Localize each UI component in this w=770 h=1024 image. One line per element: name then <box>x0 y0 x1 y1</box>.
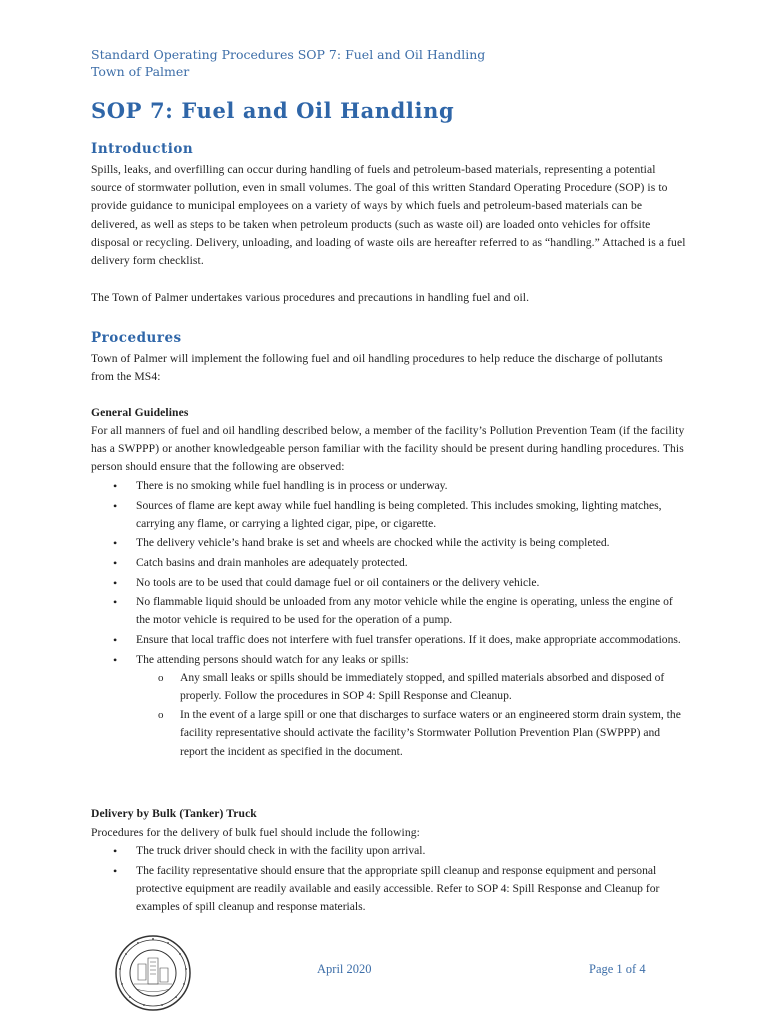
procedures-heading: Procedures <box>91 330 182 346</box>
list-item: • No flammable liquid should be unloaded from any motor vehicle while the engine is operating, unless the engine of the motor vehicle is required to be used for the operation of a pump. <box>113 593 688 629</box>
list-item: • Catch basins and drain manholes are adequately protected. <box>113 554 688 572</box>
general-guidelines-list <box>113 477 688 762</box>
bulk-delivery-list <box>113 842 688 918</box>
list-item: • Sources of flame are kept away while fuel handling is being completed. This includes smoking, lighting matches, carrying any flame, or carrying a lighted cigar, pipe, or cigarette. <box>113 497 688 533</box>
bulk-delivery-heading: Delivery by Bulk (Tanker) Truck <box>91 807 257 820</box>
list-item: • The truck driver should check in with the facility upon arrival. <box>113 842 688 860</box>
list-item: • No tools are to be used that could damage fuel or oil containers or the delivery vehicle. <box>113 574 688 592</box>
general-guidelines-paragraph: For all manners of fuel and oil handling described below, a member of the facility’s Pollution Prevention Team (if the facility has a SWPPP) or another knowledgeable person familiar with the facility should be present during handling procedures. This person should ensure that the following are observed: <box>91 424 685 474</box>
list-item: • The delivery vehicle’s hand brake is set and wheels are chocked while the activity is being completed. <box>113 534 688 552</box>
list-item-text: The attending persons should watch for any leaks or spills: <box>136 652 409 666</box>
list-item: • Ensure that local traffic does not interfere with fuel transfer operations. If it does, make appropriate accommodations. <box>113 631 688 649</box>
list-item: • There is no smoking while fuel handling is in process or underway. <box>113 477 688 495</box>
intro-heading: Introduction <box>91 141 194 157</box>
footer-page-number: Page 1 of 4 <box>589 962 646 976</box>
header-line-1: Standard Operating Procedures SOP 7: Fuel and Oil Handling <box>91 47 486 62</box>
procedures-paragraph: Town of Palmer will implement the following fuel and oil handling procedures to help reduce the discharge of pollutants from the MS4: <box>91 352 663 384</box>
intro-paragraph-1: Spills, leaks, and overfilling can occur during handling of fuels and petroleum-based materials, representing a potential source of stormwater pollution, even in small volumes. The goal of this written Standard Operating Procedure (SOP) is to provide guidance to municipal employees on a variety of ways by which fuels and petroleum-based materials can be delivered, as well as steps to be taken when petroleum products (such as waste oil) are loaded onto vehicles for offsite disposal or recycling. Delivery, unloading, and loading of waste oils are hereafter referred to as “handling.” Attached is a fuel delivery form checklist. <box>91 163 686 268</box>
sub-list-item: o In the event of a large spill or one that discharges to surface waters or an engineered storm drain system, the facility representative should activate the facility’s Stormwater Pollution Prevention Plan (SWPPP) and report the incident as specified in the document. <box>158 706 688 761</box>
list-item: • The facility representative should ensure that the appropriate spill cleanup and response equipment and personal protective equipment are readily available and easily accessible. Refer to SOP 4: Spill Response and Cleanup for examples of spill cleanup and response materials. <box>113 862 688 917</box>
intro-paragraph-2: The Town of Palmer undertakes various procedures and precautions in handling fuel and oil. <box>91 291 530 304</box>
list-item-with-sublist <box>113 651 688 761</box>
page-title: SOP 7: Fuel and Oil Handling <box>91 98 455 123</box>
sub-list-item: o Any small leaks or spills should be immediately stopped, and spilled materials absorbed and disposed of properly. Follow the procedures in SOP 4: Spill Response and Cleanup. <box>158 669 688 705</box>
town-seal-icon <box>114 934 192 1012</box>
bulk-delivery-paragraph: Procedures for the delivery of bulk fuel should include the following: <box>91 826 420 839</box>
sub-list <box>158 669 688 761</box>
general-guidelines-heading: General Guidelines <box>91 406 189 419</box>
document-header <box>91 46 485 80</box>
header-line-2: Town of Palmer <box>91 64 190 79</box>
footer-date: April 2020 <box>317 962 372 976</box>
